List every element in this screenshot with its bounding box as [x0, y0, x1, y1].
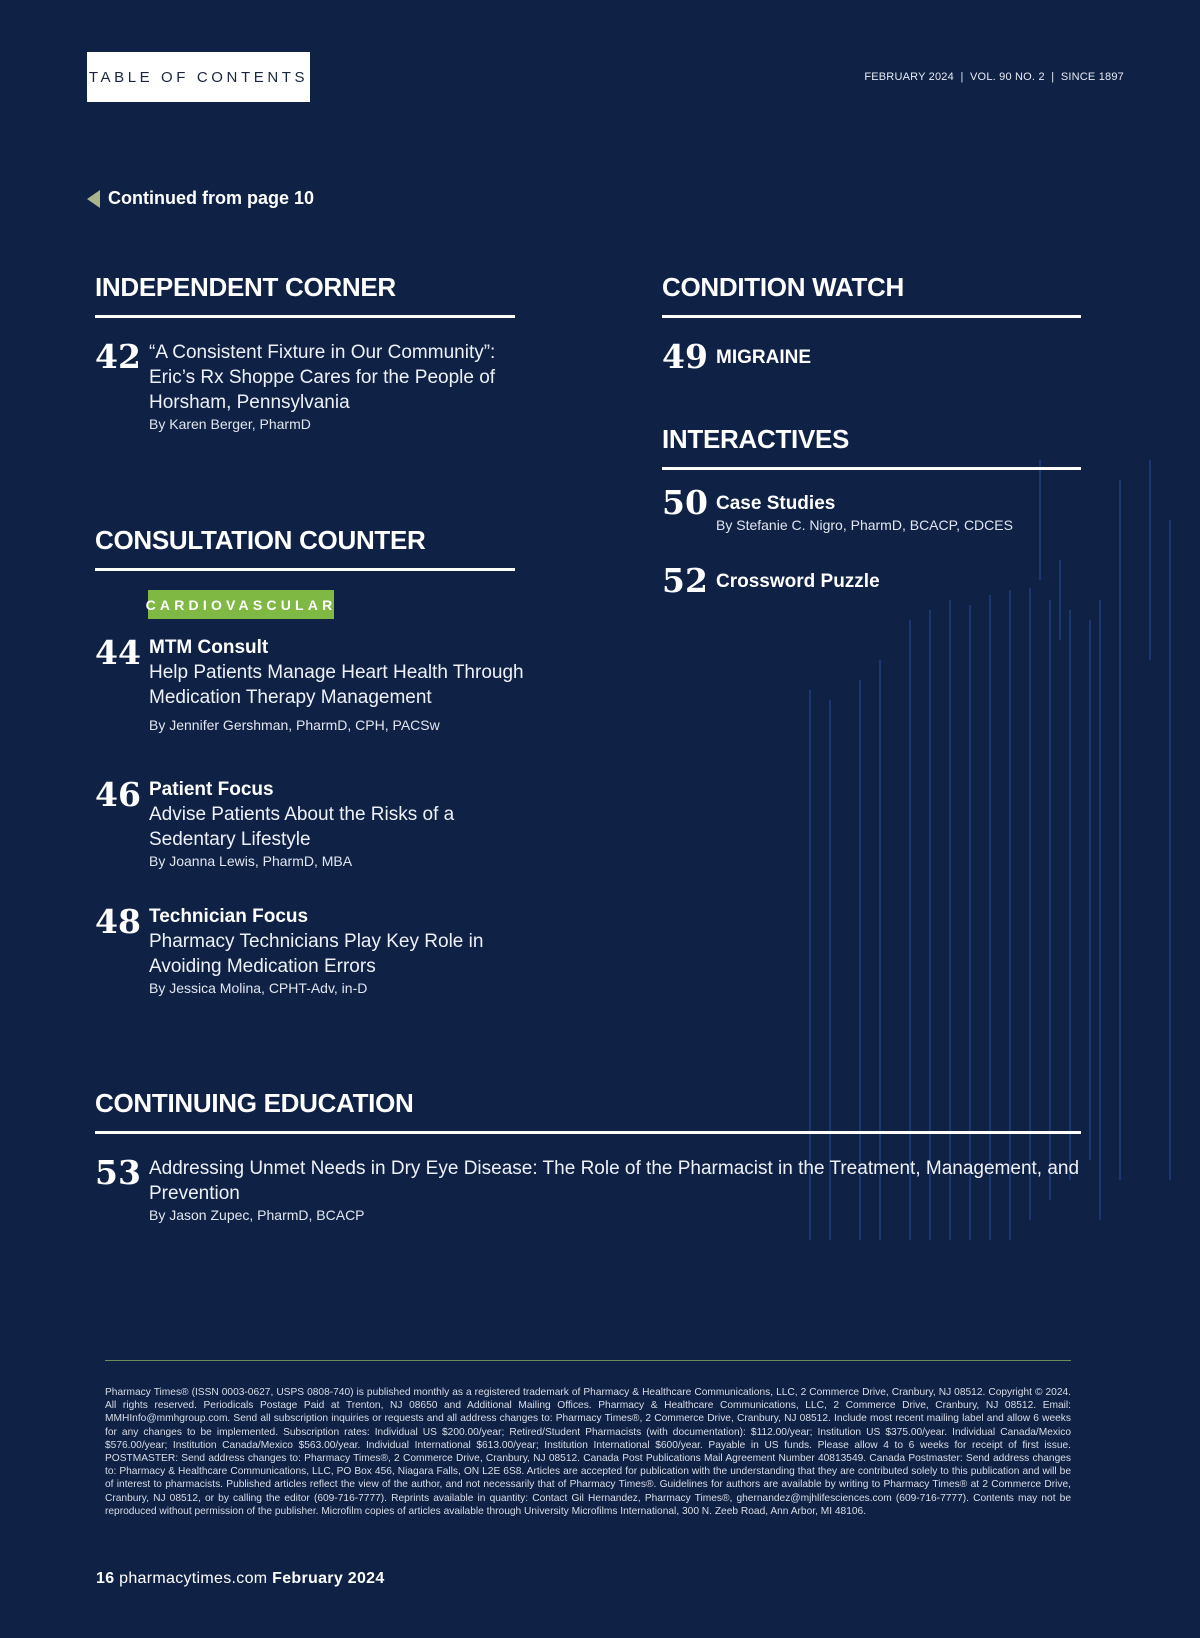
footer-page-number: 16 [96, 1570, 115, 1587]
toc-entry[interactable] [662, 337, 1081, 376]
footer-date: February 2024 [272, 1570, 385, 1587]
page-number: 42 [95, 337, 141, 376]
section-heading: INDEPENDENT CORNER [95, 272, 396, 302]
entry-description: “A Consistent Fixture in Our Community”: [149, 342, 496, 363]
legal-divider [105, 1360, 1071, 1361]
entry-description: Sedentary Lifestyle [149, 829, 311, 850]
entry-author: By Jessica Molina, CPHT-Adv, in-D [149, 980, 368, 996]
entry-description: Horsham, Pennsylvania [149, 392, 350, 413]
entry-description: Advise Patients About the Risks of a [149, 804, 455, 825]
page-number: 46 [95, 775, 141, 814]
entry-author: By Stefanie C. Nigro, PharmD, BCACP, CDCES [716, 517, 1013, 533]
section-rule [95, 568, 515, 571]
entry-description: Help Patients Manage Heart Health Through [149, 662, 524, 683]
publication-legal-text: Pharmacy Times® (ISSN 0003-0627, USPS 0808-740) is published monthly as a registered trademark of Pharmacy & Healthcare Communications, LLC, 2 Commerce Drive, Cranbury, NJ 08512. Copyright © 2024. All rights reserved. Periodicals Postage Paid at Trenton, NJ 08650 and Additional Mailing Offices. Pharmacy & Healthcare Communications, LLC, 2 Commerce Drive, Cranbury, NJ 08512. Email: MMHInfo@mmhgroup.com. Send all subscription inquiries or requests and all address changes to: Pharmacy Times®, 2 Commerce Drive, Cranbury, NJ 08512. Include most recent mailing label and allow 6 weeks for any changes to be implemented. Subscription rates: Individual US $200.00/year; Retired/Student Pharmacists (with documentation): $112.00/year; Institution US $375.00/year. Individual Canada/Mexico $576.00/year; Institution Canada/Mexico $563.00/year. Individual International $613.00/year; Institution International $600/year. Payable in US funds. Please allow 4 to 6 weeks for receipt of first issue. POSTMASTER: Send address changes to: Pharmacy Times®, 2 Commerce Drive, Cranbury, NJ 08512. Canada Post Publications Mail Agreement Number 40813549. Canada Postmaster: Send address changes to: Pharmacy & Healthcare Communications, LLC, PO Box 456, Niagara Falls, ON L2E 6S8. Articles are accepted for publication with the understanding that they are contributed solely to this publication and will be of interest to pharmacists. Published articles reflect the view of the author, and not necessarily that of Pharmacy Times®. Guidelines for authors are available by writing to Pharmacy Times® at 2 Commerce Drive, Cranbury, NJ 08512, or by calling the editor (609-716-7777). Reprints available in quantity: Contact Gil Hernandez, Pharmacy Times®, ghernandez@mjhlifesciences.com (609-716-7777). Contents may not be reproduced without permission of the publisher. Microfilm copies of articles available through University Microfilms International, 300 N. Zeeb Road, Ann Arbor, MI 48106. [105, 1387, 1071, 1517]
page-number: 48 [95, 902, 141, 941]
entry-description: Eric’s Rx Shoppe Cares for the People of [149, 367, 496, 388]
issue-info: FEBRUARY 2024 | VOL. 90 NO. 2 | SINCE 1897 [864, 71, 1124, 83]
continued-label: Continued from page 10 [108, 188, 315, 208]
section-condition-watch [662, 272, 1081, 376]
toc-entry[interactable] [662, 561, 1081, 600]
toc-entry[interactable] [95, 1153, 1081, 1224]
section-heading: CONTINUING EDUCATION [95, 1088, 414, 1118]
page-number: 49 [662, 337, 708, 376]
footer-site[interactable]: pharmacytimes.com [119, 1570, 268, 1587]
toc-entry[interactable] [95, 633, 525, 734]
section-heading: CONSULTATION COUNTER [95, 525, 426, 555]
section-continuing-education [95, 1088, 1081, 1224]
section-rule [95, 1131, 1081, 1134]
page-footer [96, 1570, 385, 1588]
entry-title: Case Studies [716, 493, 836, 514]
section-interactives [662, 424, 1081, 600]
section-heading: INTERACTIVES [662, 424, 850, 454]
toc-entry[interactable] [95, 337, 515, 433]
entry-title: Crossword Puzzle [716, 571, 880, 592]
arrow-left-icon [87, 190, 100, 208]
continued-from-link[interactable] [87, 188, 314, 209]
entry-description: Avoiding Medication Errors [149, 956, 376, 977]
category-badge: CARDIOVASCULAR [148, 590, 334, 619]
page-number: 53 [95, 1153, 141, 1192]
entry-author: By Karen Berger, PharmD [149, 416, 311, 432]
table-of-contents-label: TABLE OF CONTENTS [87, 52, 310, 102]
entry-description: Addressing Unmet Needs in Dry Eye Disease: The Role of the Pharmacist in the Treatment, Management, and [149, 1158, 1080, 1179]
entry-author: By Joanna Lewis, PharmD, MBA [149, 853, 353, 869]
entry-title: MIGRAINE [716, 347, 811, 368]
entry-author: By Jennifer Gershman, PharmD, CPH, PACSw [149, 717, 440, 733]
entry-description: Prevention [149, 1183, 240, 1204]
entry-title: MTM Consult [149, 637, 269, 658]
entry-author: By Jason Zupec, PharmD, BCACP [149, 1207, 365, 1223]
section-heading: CONDITION WATCH [662, 272, 904, 302]
section-rule [95, 315, 515, 318]
toc-entry[interactable] [662, 483, 1081, 534]
section-consultation-counter [95, 525, 515, 571]
entry-title: Technician Focus [149, 906, 309, 927]
toc-entry[interactable] [95, 775, 525, 870]
section-rule [662, 315, 1081, 318]
section-independent-corner [95, 272, 515, 433]
entry-description: Medication Therapy Management [149, 687, 432, 708]
page-number: 52 [662, 561, 708, 600]
toc-entry[interactable] [95, 902, 525, 997]
entry-description: Pharmacy Technicians Play Key Role in [149, 931, 484, 952]
section-rule [662, 467, 1081, 470]
page-number: 50 [662, 483, 708, 522]
entry-title: Patient Focus [149, 779, 274, 800]
page-number: 44 [95, 633, 141, 672]
